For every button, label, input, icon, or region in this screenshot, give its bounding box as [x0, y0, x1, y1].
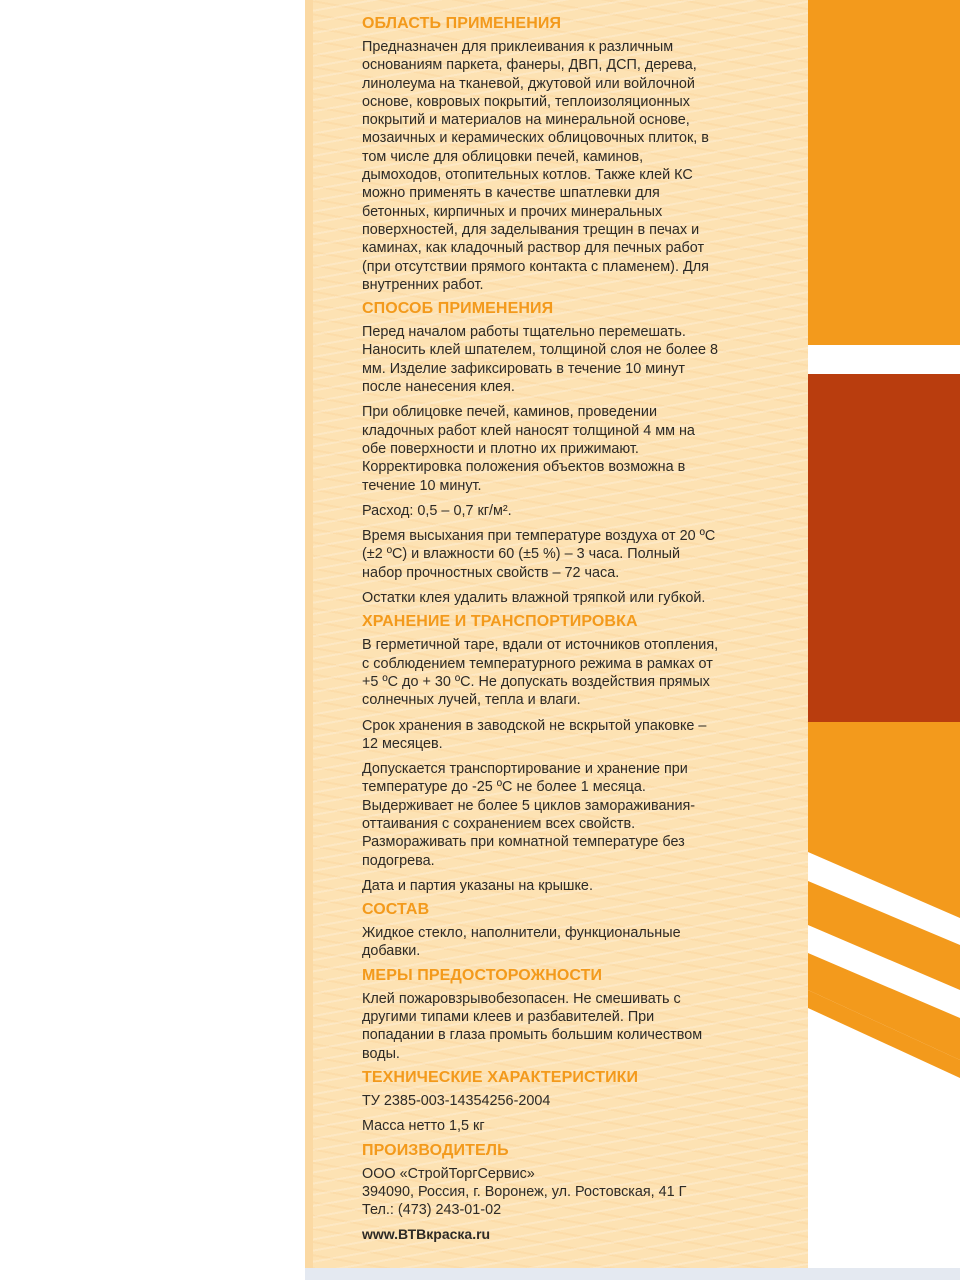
heading-composition: СОСТАВ [362, 901, 430, 919]
heading-storage: ХРАНЕНИЕ И ТРАНСПОРТИРОВКА [362, 613, 638, 631]
heading-method: СПОСОБ ПРИМЕНЕНИЯ [362, 300, 554, 318]
storage-batch: Дата и партия указаны на крышке. [362, 877, 593, 894]
specs-net-weight: Масса нетто 1,5 кг [362, 1118, 485, 1135]
method-cleanup: Остатки клея удалить влажной тряпкой или губкой. [362, 590, 706, 607]
storage-transport: Допускается транспортирование и хранение при температуре до -25 ºС не более 1 месяца. Выдерживает не более 5 циклов замораживания- оттаивания с сохранением всех свойств. Размораживать при комнатной температуре без подогрева. [362, 761, 696, 869]
storage-text-1: В герметичной таре, вдали от источников отопления, с соблюдением температурного режима в рамках от +5 ºС до + 30 ºС. Не допускать воздействия прямых солнечных лучей, тепла и влаги. [362, 637, 719, 709]
heading-specs: ТЕХНИЧЕСКИЕ ХАРАКТЕРИСТИКИ [362, 1068, 639, 1086]
bottom-edge [305, 1268, 960, 1280]
manufacturer-text: ООО «СтройТоргСервис» 394090, Россия, г. Воронеж, ул. Ростовская, 41 Г Тел.: (473) 243-01-02 [362, 1165, 687, 1219]
method-consumption: Расход: 0,5 – 0,7 кг/м². [362, 502, 512, 519]
method-text-2: При облицовке печей, каминов, проведении кладочных работ клей наносят толщиной 4 мм на обе поверхности и плотно их прижимают. Корректировка положения объектов возможна в течение 10 минут. [362, 404, 695, 494]
decorative-stripes [808, 0, 960, 1268]
precautions-text: Клей пожаровзрывобезопасен. Не смешивать с другими типами клеев и разбавителей. При попадании в глаза промыть большим количеством воды. [362, 990, 703, 1062]
composition-text: Жидкое стекло, наполнители, функциональные добавки. [362, 925, 681, 960]
application-text: Предназначен для приклеивания к различным основаниям паркета, фанеры, ДВП, ДСП, дерева, линолеума на тканевой, джутовой или войлочной основе, ковровых покрытий, теплоизоляционных покрытий и материалов на минеральной основе, мозаичных и керамических облицовочных плиток, в том числе для облицовки печей, каминов, дымоходов, отопительных котлов. Также клей КС можно применять в качестве шпатлевки для бетонных, кирпичных и прочих минеральных поверхностей, для заделывания трещин в печах и каминах, как кладочный раствор для печных работ (при отсутствии прямого контакта с пламенем). Для внутренних работ. [362, 39, 709, 293]
instructions-text [362, 14, 787, 1249]
specs-standard: ТУ 2385-003-14354256-2004 [362, 1092, 551, 1109]
manufacturer-website: www.ВТВкраска.ru [362, 1226, 491, 1243]
label-edge [305, 0, 313, 1268]
method-drying-time: Время высыхания при температуре воздуха от 20 ºС (±2 ºС) и влажности 60 (±5 %) – 3 часа. Полный набор прочностных свойств – 72 часа. [362, 528, 716, 581]
heading-application: ОБЛАСТЬ ПРИМЕНЕНИЯ [362, 15, 562, 32]
heading-precautions: МЕРЫ ПРЕДОСТОРОЖНОСТИ [362, 966, 603, 984]
storage-shelf-life: Срок хранения в заводской не вскрытой упаковке – 12 месяцев. [362, 717, 707, 752]
method-text-1: Перед началом работы тщательно перемешать. Наносить клей шпателем, толщиной слоя не более 8 мм. Изделие зафиксировать в течение 10 минут после нанесения клея. [362, 324, 719, 396]
heading-manufacturer: ПРОИЗВОДИТЕЛЬ [362, 1141, 509, 1159]
